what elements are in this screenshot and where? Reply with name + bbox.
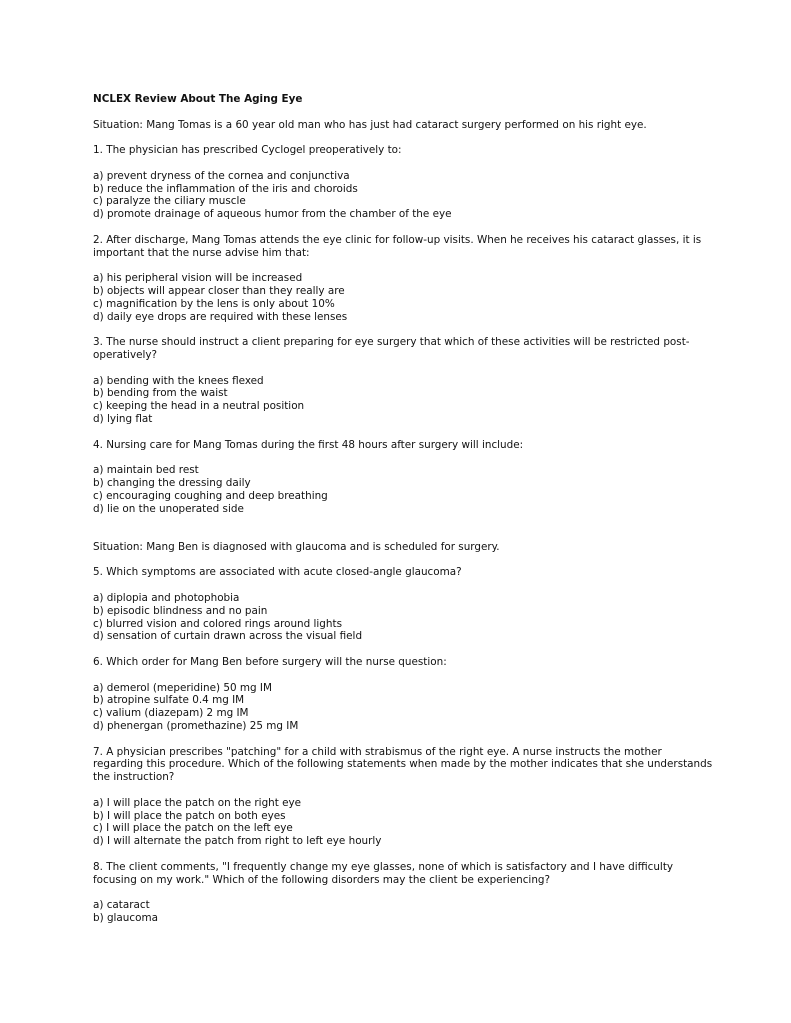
option-6d: d) phenergan (promethazine) 25 mg IM xyxy=(93,720,299,733)
option-1a: a) prevent dryness of the cornea and conjunctiva xyxy=(93,169,350,182)
option-3d: d) lying flat xyxy=(93,412,153,425)
option-2a: a) his peripheral vision will be increased xyxy=(93,272,303,285)
option-5a: a) diplopia and photophobia xyxy=(93,592,240,605)
option-6b: b) atropine sulfate 0.4 mg IM xyxy=(93,694,245,707)
option-6c: c) valium (diazepam) 2 mg IM xyxy=(93,707,249,720)
option-2d: d) daily eye drops are required with these lenses xyxy=(93,310,348,323)
question-8: 8. The client comments, "I frequently change my eye glasses, none of which is satisfactory and I have difficulty focusing on my work." Which of the following disorders may the client be experiencing? xyxy=(93,860,674,886)
option-7a: a) I will place the patch on the right eye xyxy=(93,796,302,809)
question-2: 2. After discharge, Mang Tomas attends the eye clinic for follow-up visits. When he receives his cataract glasses, it is important that the nurse advise him that: xyxy=(93,233,702,259)
question-5: 5. Which symptoms are associated with acute closed-angle glaucoma? xyxy=(93,566,462,579)
option-1c: c) paralyze the ciliary muscle xyxy=(93,195,246,208)
question-8-options xyxy=(93,899,713,925)
option-5c: c) blurred vision and colored rings around lights xyxy=(93,617,342,630)
option-7b: b) I will place the patch on both eyes xyxy=(93,809,286,822)
option-4b: b) changing the dressing daily xyxy=(93,476,251,489)
option-6a: a) demerol (meperidine) 50 mg IM xyxy=(93,681,272,694)
option-5b: b) episodic blindness and no pain xyxy=(93,604,268,617)
option-3c: c) keeping the head in a neutral position xyxy=(93,400,305,413)
option-8b: b) glaucoma xyxy=(93,912,158,924)
question-6: 6. Which order for Mang Ben before surgery will the nurse question: xyxy=(93,656,447,669)
question-4-options xyxy=(93,464,713,515)
option-8a: a) cataract xyxy=(93,899,150,912)
option-4d: d) lie on the unoperated side xyxy=(93,502,244,515)
question-1-options xyxy=(93,170,713,221)
question-1: 1. The physician has prescribed Cyclogel preoperatively to: xyxy=(93,144,402,157)
question-2-options xyxy=(93,272,713,323)
question-6-options xyxy=(93,682,713,733)
question-3-options xyxy=(93,375,713,426)
question-7-options xyxy=(93,797,713,848)
question-5-options xyxy=(93,592,713,643)
situation-1: Situation: Mang Tomas is a 60 year old man who has just had cataract surgery performed on his right eye. xyxy=(93,118,647,131)
option-3b: b) bending from the waist xyxy=(93,387,228,400)
document-title: NCLEX Review About The Aging Eye xyxy=(93,93,303,105)
option-3a: a) bending with the knees flexed xyxy=(93,374,264,387)
question-3: 3. The nurse should instruct a client preparing for eye surgery that which of these activities will be restricted post-operatively? xyxy=(93,336,690,361)
option-1d: d) promote drainage of aqueous humor from the chamber of the eye xyxy=(93,208,452,221)
option-4c: c) encouraging coughing and deep breathing xyxy=(93,489,328,502)
option-4a: a) maintain bed rest xyxy=(93,464,199,477)
question-4: 4. Nursing care for Mang Tomas during the first 48 hours after surgery will include: xyxy=(93,438,524,451)
situation-2: Situation: Mang Ben is diagnosed with glaucoma and is scheduled for surgery. xyxy=(93,540,500,553)
question-7: 7. A physician prescribes "patching" for a child with strabismus of the right eye. A nurse instructs the mother regarding this procedure. Which of the following statements when made by the mother indicates that she understands the instruction? xyxy=(93,745,713,784)
option-7d: d) I will alternate the patch from right to left eye hourly xyxy=(93,835,382,848)
document-body xyxy=(93,93,713,938)
option-2b: b) objects will appear closer than they really are xyxy=(93,284,345,297)
option-5d: d) sensation of curtain drawn across the visual field xyxy=(93,630,363,643)
option-1b: b) reduce the inflammation of the iris and choroids xyxy=(93,182,358,195)
option-2c: c) magnification by the lens is only about 10% xyxy=(93,297,335,310)
option-7c: c) I will place the patch on the left eye xyxy=(93,822,293,835)
